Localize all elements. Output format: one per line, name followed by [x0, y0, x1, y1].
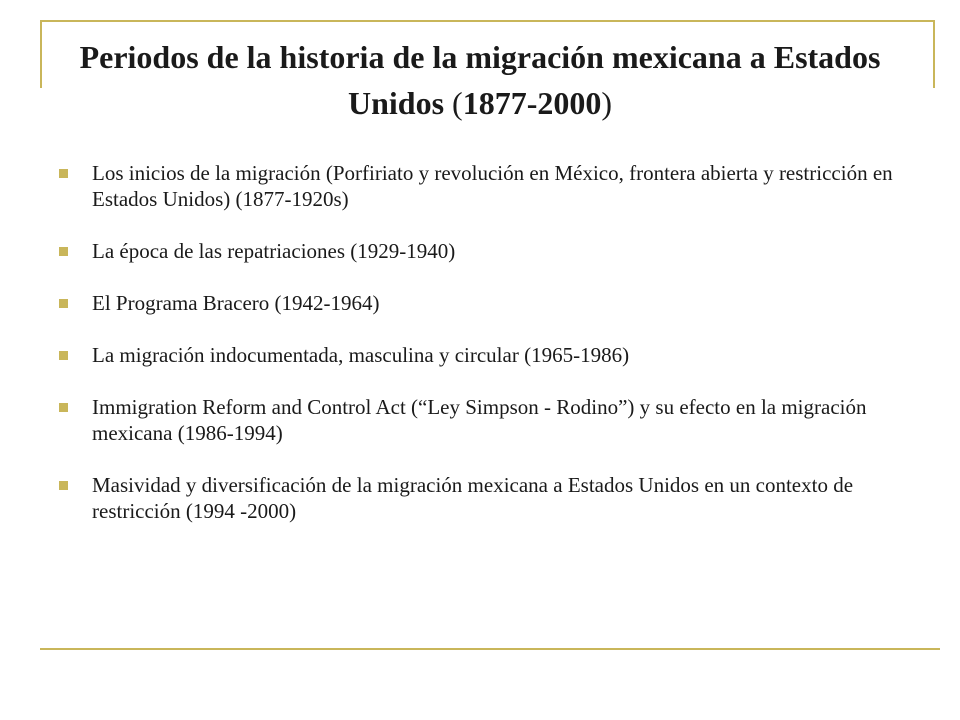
frame-bottom-rule [40, 648, 940, 650]
slide-title [60, 34, 900, 126]
bullet-text-2: La época de las repatriaciones (1929-1940) [92, 239, 456, 263]
frame-right-rule [933, 20, 935, 88]
square-bullet-icon [59, 351, 68, 360]
square-bullet-icon [59, 247, 68, 256]
bullet-item-5 [56, 394, 916, 446]
slide-title-close-paren: ) [601, 85, 612, 121]
bullet-item-6 [56, 472, 916, 524]
bullet-item-3 [56, 290, 916, 316]
bullet-text-1: Los inicios de la migración (Porfiriato y revolución en México, frontera abierta y restricción en Estados Unidos) (1877-1920s) [92, 161, 893, 211]
bullet-text-4: La migración indocumentada, masculina y circular (1965-1986) [92, 343, 630, 367]
square-bullet-icon [59, 299, 68, 308]
bullet-item-1 [56, 160, 916, 212]
slide-title-years: 1877-2000 [462, 85, 602, 121]
bullet-item-4 [56, 342, 916, 368]
bullet-text-6: Masividad y diversificación de la migración mexicana a Estados Unidos en un contexto de restricción (1994 -2000) [92, 473, 854, 523]
square-bullet-icon [59, 169, 68, 178]
bullet-text-5: Immigration Reform and Control Act (“Ley Simpson - Rodino”) y su efecto en la migración mexicana (1986-1994) [92, 395, 867, 445]
square-bullet-icon [59, 403, 68, 412]
frame-left-rule [40, 20, 42, 88]
square-bullet-icon [59, 481, 68, 490]
bullet-text-3: El Programa Bracero (1942-1964) [92, 291, 380, 315]
slide-title-open-paren: ( [452, 85, 463, 121]
bullet-list [56, 160, 916, 550]
frame-top-rule [40, 20, 935, 22]
slide-title-main: Periodos de la historia de la migración mexicana a Estados Unidos [79, 39, 881, 121]
bullet-item-2 [56, 238, 916, 264]
